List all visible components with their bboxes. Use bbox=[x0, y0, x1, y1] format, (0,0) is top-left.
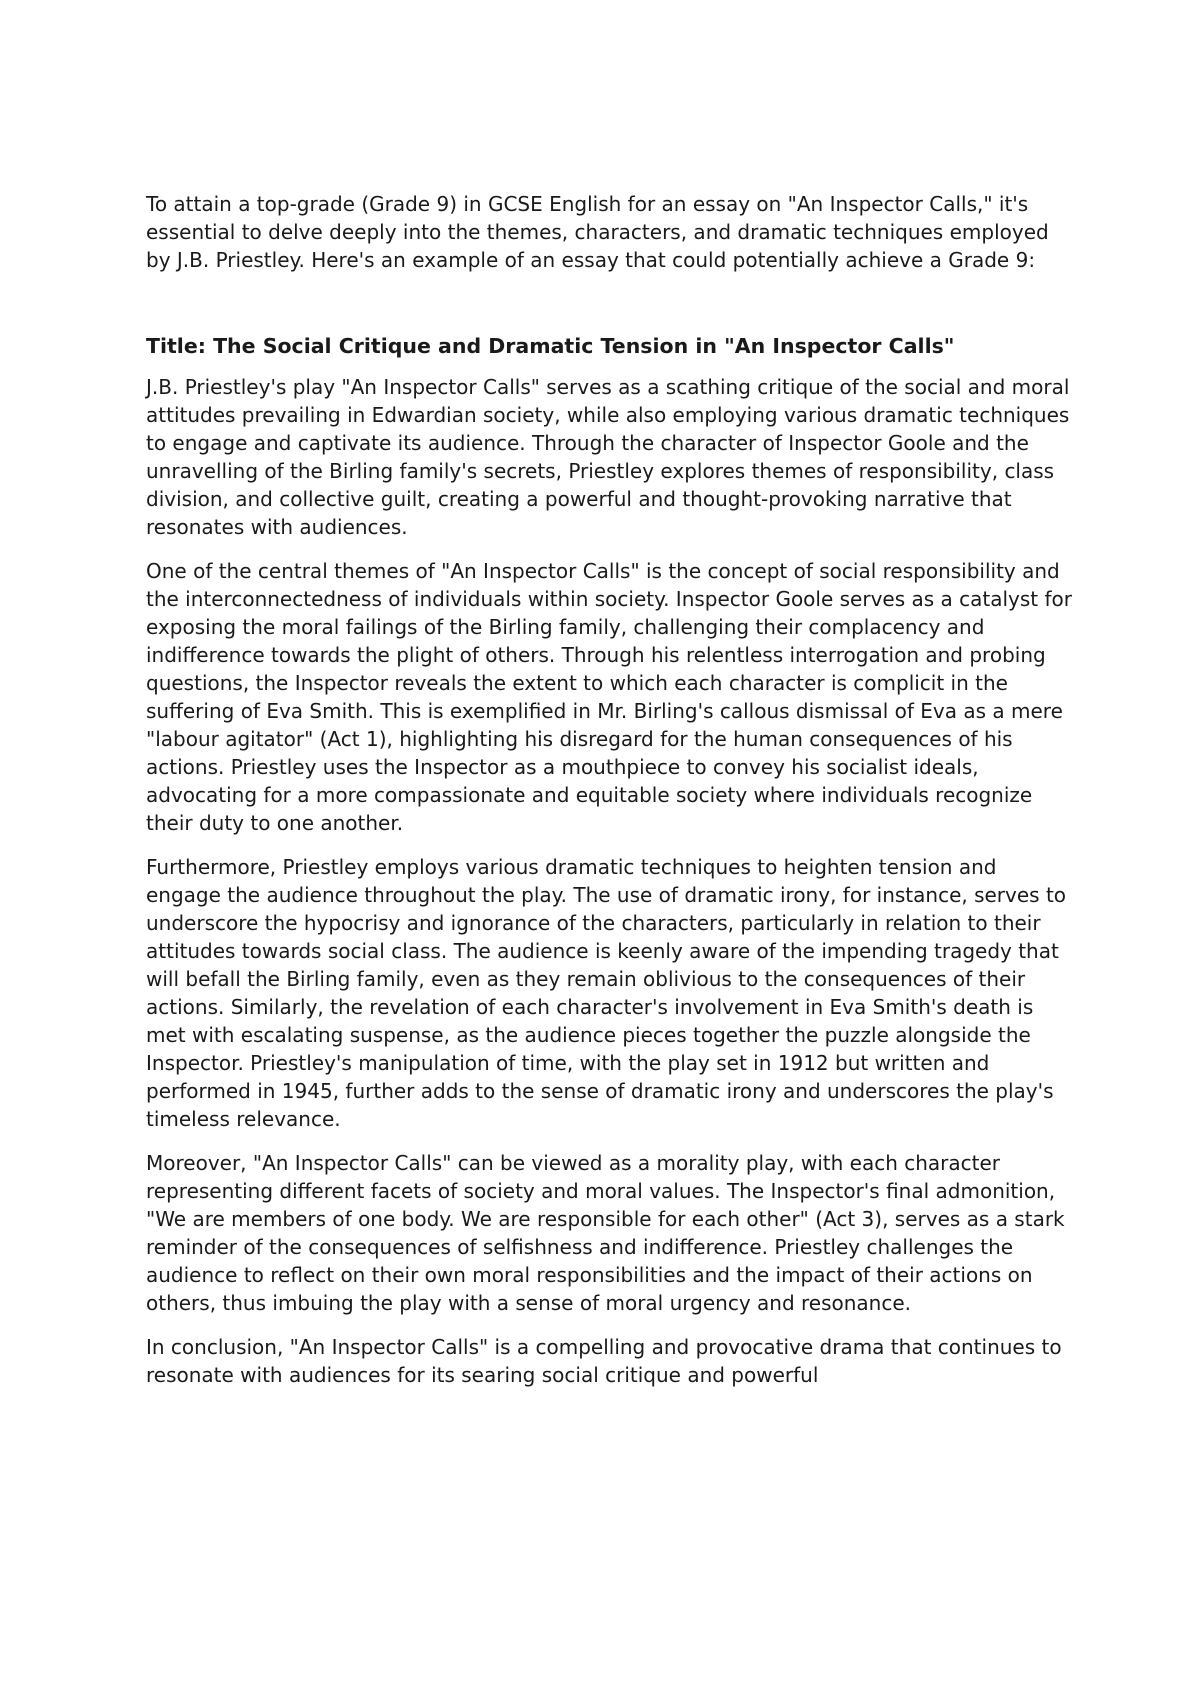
body-paragraph: Furthermore, Priestley employs various dramatic techniques to heighten tension and engage the audience throughout the play. The use of dramatic irony, for instance, serves to underscore the hypocrisy and ignorance of the characters, particularly in relation to their attitudes towards social class. The audience is keenly aware of the impending tragedy that will befall the Birling family, even as they remain oblivious to the consequences of their actions. Similarly, the revelation of each character's involvement in Eva Smith's death is met with escalating suspense, as the audience pieces together the puzzle alongside the Inspector. Priestley's manipulation of time, with the play set in 1912 but written and performed in 1945, further adds to the sense of dramatic irony and underscores the play's timeless relevance. bbox=[146, 855, 1067, 1131]
essay-title: Title: The Social Critique and Dramatic Tension in "An Inspector Calls" bbox=[146, 334, 955, 358]
body-paragraph: J.B. Priestley's play "An Inspector Calls" serves as a scathing critique of the social and moral attitudes prevailing in Edwardian society, while also employing various dramatic techniques to engage and captivate its audience. Through the character of Inspector Goole and the unravelling of the Birling family's secrets, Priestley explores themes of responsibility, class division, and collective guilt, creating a powerful and thought-provoking narrative that resonates with audiences. bbox=[146, 375, 1070, 539]
body-paragraph: One of the central themes of "An Inspector Calls" is the concept of social responsibility and the interconnectedness of individuals within society. Inspector Goole serves as a catalyst for exposing the moral failings of the Birling family, challenging their complacency and indifference towards the plight of others. Through his relentless interrogation and probing questions, the Inspector reveals the extent to which each character is complicit in the suffering of Eva Smith. This is exemplified in Mr. Birling's callous dismissal of Eva as a mere "labour agitator" (Act 1), highlighting his disregard for the human consequences of his actions. Priestley uses the Inspector as a mouthpiece to convey his socialist ideals, advocating for a more compassionate and equitable society where individuals recognize their duty to one another. bbox=[146, 559, 1073, 835]
intro-paragraph: To attain a top-grade (Grade 9) in GCSE English for an essay on "An Inspector Calls," it's essential to delve deeply into the themes, characters, and dramatic techniques employed by J.B. Priestley. Here's an example of an essay that could potentially achieve a Grade 9: bbox=[146, 192, 1049, 272]
body-paragraph: In conclusion, "An Inspector Calls" is a compelling and provocative drama that continues to resonate with audiences for its searing social critique and powerful bbox=[146, 1335, 1062, 1387]
body-paragraph: Moreover, "An Inspector Calls" can be viewed as a morality play, with each character representing different facets of society and moral values. The Inspector's final admonition, "We are members of one body. We are responsible for each other" (Act 3), serves as a stark reminder of the consequences of selfishness and indifference. Priestley challenges the audience to reflect on their own moral responsibilities and the impact of their actions on others, thus imbuing the play with a sense of moral urgency and resonance. bbox=[146, 1151, 1065, 1315]
document-body bbox=[146, 190, 1076, 1389]
